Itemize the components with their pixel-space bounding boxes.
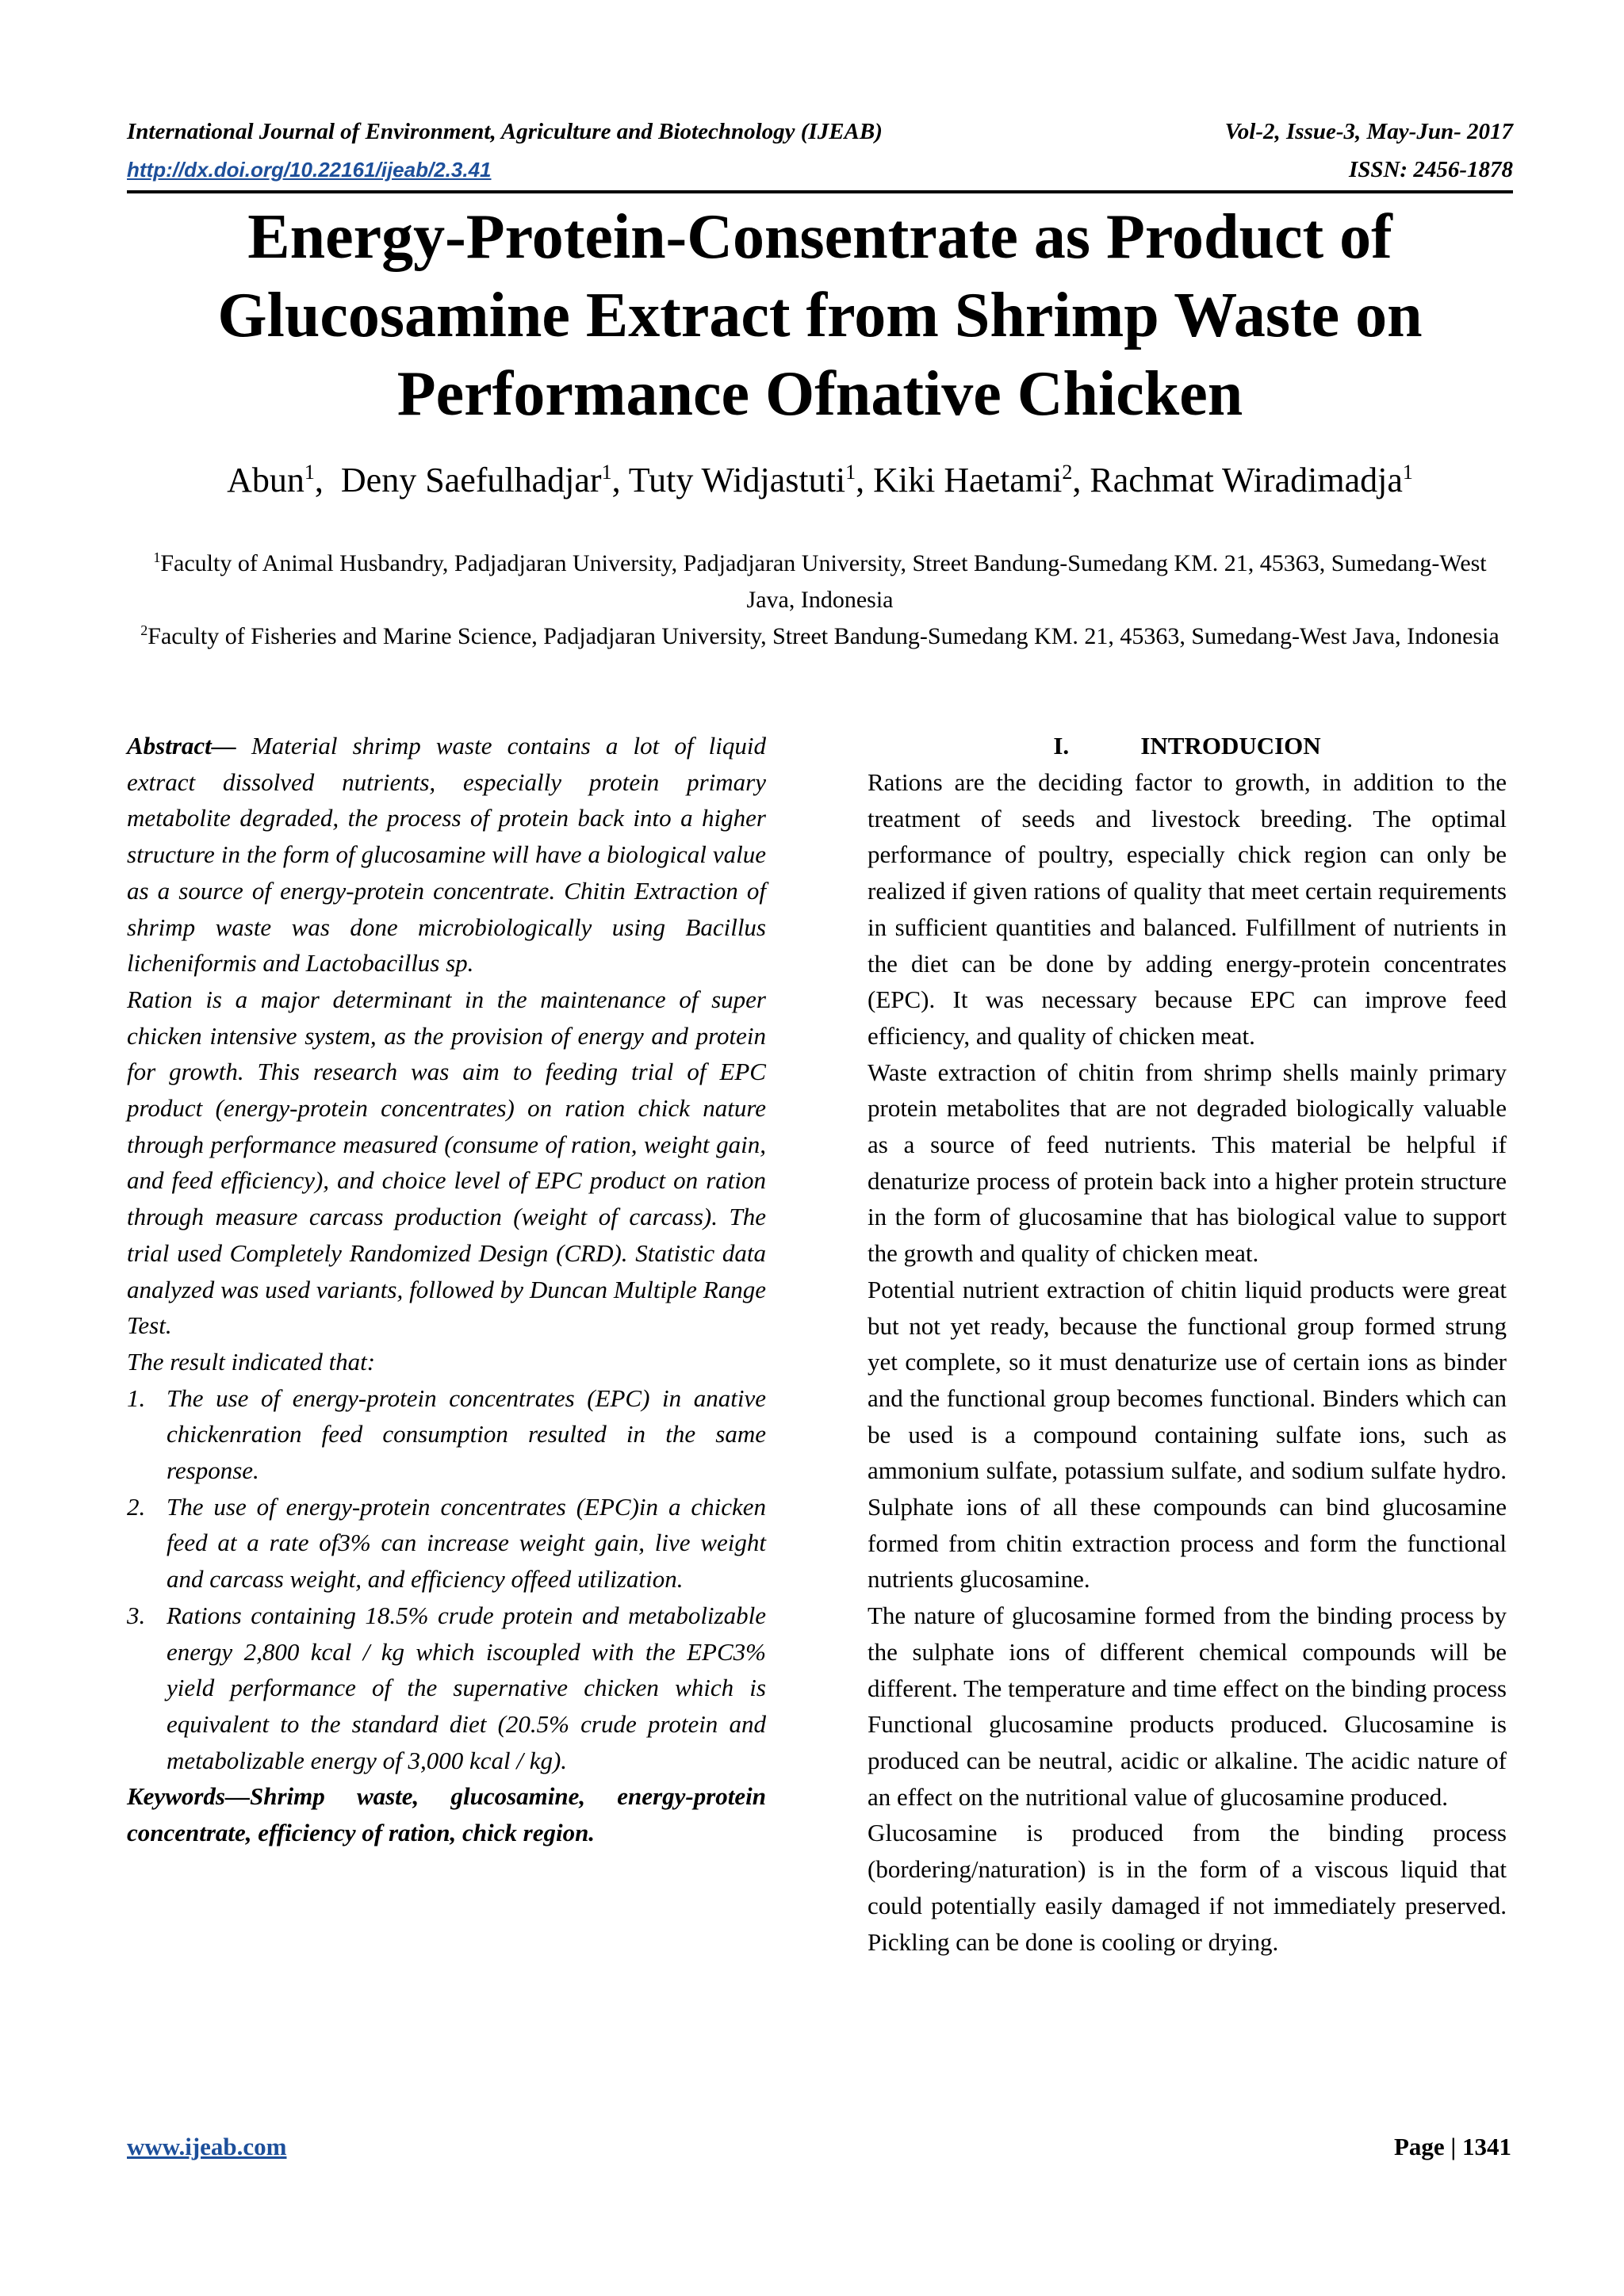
list-number: 3. <box>127 1601 146 1629</box>
affiliation-mark: 2 <box>140 622 148 638</box>
intro-paragraph-2: Waste extraction of chitin from shrimp shells mainly primary protein metabolites that are not degraded biologically valuable as a source of feed nutrients. This material be helpful if denaturize process of protein back into a higher protein structure in the form of glucosamine that has biological value to support the growth and quality of chicken meat. <box>868 1058 1507 1268</box>
website-link[interactable]: www.ijeab.com <box>127 2133 287 2160</box>
author-affiliation-mark: 2 <box>1062 461 1073 484</box>
author-name: Kiki Haetami <box>873 461 1063 499</box>
abstract-label: Abstract— <box>127 732 236 760</box>
list-item <box>127 1598 766 1779</box>
list-item-text: Rations containing 18.5% crude protein and metabolizable energy 2,800 kcal / kg which iscoupled with the EPC3% yield performance of the supernative chicken which is equivalent to the standard diet (20.5% crude protein and metabolizable energy of 3,000 kcal / kg). <box>167 1601 766 1774</box>
list-item <box>127 1489 766 1598</box>
author-name: Abun <box>227 461 304 499</box>
section-number: I. <box>1053 732 1070 760</box>
list-number: 2. <box>127 1492 146 1521</box>
affiliation-mark: 1 <box>153 549 161 565</box>
section-title: INTRODUCION <box>1140 732 1321 760</box>
list-item <box>127 1380 766 1489</box>
author-affiliation-mark: 1 <box>845 461 856 484</box>
header-rule <box>127 190 1513 193</box>
section-heading <box>868 728 1507 764</box>
list-item-text: The use of energy-protein concentrates (EPC) in anative chickenration feed consumption resulted in the same response. <box>167 1383 766 1485</box>
author-affiliation-mark: 1 <box>1402 461 1413 484</box>
author-name: Rachmat Wiradimadja <box>1090 461 1403 499</box>
author-name: Tuty Widjastuti <box>628 461 846 499</box>
intro-paragraph-4: The nature of glucosamine formed from the binding process by the sulphate ions of different chemical compounds will be different. The temperature and time effect on the binding process Functional glucosamine products produced. Glucosamine is produced can be neutral, acidic or alkaline. The acidic nature of an effect on the nutritional value of glucosamine produced. <box>868 1601 1507 1811</box>
page-number: Page | 1341 <box>1393 2133 1511 2160</box>
issn: ISSN: 2456-1878 <box>1348 157 1513 182</box>
volume-issue: Vol-2, Issue-3, May-Jun- 2017 <box>1224 119 1513 144</box>
introduction-column <box>868 728 1507 1960</box>
author-affiliation-mark: 1 <box>601 461 612 484</box>
journal-name: International Journal of Environment, Agriculture and Biotechnology (IJEAB) <box>127 119 883 144</box>
keywords: Keywords—Shrimp waste, glucosamine, energy-protein concentrate, efficiency of ration, chick region. <box>127 1782 766 1847</box>
doi-link[interactable]: http://dx.doi.org/10.22161/ijeab/2.3.41 <box>127 158 492 182</box>
intro-paragraph-1: Rations are the deciding factor to growth, in addition to the treatment of seeds and livestock breeding. The optimal performance of poultry, especially chick region can only be realized if given rations of quality that meet certain requirements in sufficient quantities and balanced. Fulfillment of nutrients in the diet can be done by adding energy-protein concentrates (EPC). It was necessary because EPC can improve feed efficiency, and quality of chicken meat. <box>868 768 1507 1050</box>
results-list <box>127 1380 766 1779</box>
paper-title: Energy-Protein-Consentrate as Product of Glucosamine Extract from Shrimp Waste on Performance Ofnative Chicken <box>217 202 1423 429</box>
abstract-column <box>127 728 766 1851</box>
affiliation-1 <box>127 545 1513 618</box>
affiliation-2 <box>127 618 1513 655</box>
affiliation-text: Faculty of Fisheries and Marine Science, Padjadjaran University, Street Bandung-Sumedang KM. 21, 45363, Sumedang-West Java, Indonesia <box>147 623 1500 649</box>
author-list: Abun$^1$, Deny Saefulhadjar$^1$, Tuty Widjastuti$^1$, Kiki Haetami$^2$, Rachmat Wiradimadja$^1$ <box>227 461 1413 499</box>
abstract-text: Material shrimp waste contains a lot of liquid extract dissolved nutrients, especially protein primary metabolite degraded, the process of protein back into a higher structure in the form of glucosamine will have a biological value as a source of energy-protein concentrate. Chitin Extraction of shrimp waste was done microbiologically using Bacillus licheniformis and Lactobacillus sp. <box>127 732 766 978</box>
author-affiliation-mark: 1 <box>304 461 315 484</box>
abstract-paragraph-3: The result indicated that: <box>127 1347 376 1376</box>
abstract-paragraph-1 <box>127 728 766 982</box>
abstract-paragraph-2: Ration is a major determinant in the maintenance of super chicken intensive system, as the provision of energy and protein for growth. This research was aim to feeding trial of EPC product (energy-protein concentrates) on ration chick nature through performance measured (consume of ration, weight gain, and feed efficiency), and choice level of EPC product on ration through measure carcass production (weight of carcass). The trial used Completely Randomized Design (CRD). Statistic data analyzed was used variants, followed by Duncan Multiple Range Test. <box>127 985 766 1340</box>
intro-paragraph-5: Glucosamine is produced from the binding process (bordering/naturation) is in the form of a viscous liquid that could potentially easily damaged if not immediately preserved. Pickling can be done is cooling or drying. <box>868 1819 1507 1956</box>
list-number: 1. <box>127 1383 146 1412</box>
intro-paragraph-3: Potential nutrient extraction of chitin liquid products were great but not yet ready, because the functional group formed strung yet complete, so it must denaturize use of certain ions as binder and the functional group becomes functional. Binders which can be used is a compound containing sulfate ions, such as ammonium sulfate, potassium sulfate, and sodium sulfate hydro. Sulphate ions of all these compounds can bind glucosamine formed from chitin extraction process and form the functional nutrients glucosamine. <box>868 1275 1507 1594</box>
list-item-text: The use of energy-protein concentrates (EPC)in a chicken feed at a rate of3% can increase weight gain, live weight and carcass weight, and efficiency offeed utilization. <box>167 1492 766 1594</box>
affiliation-text: Faculty of Animal Husbandry, Padjadjaran University, Padjadjaran University, Street Bandung-Sumedang KM. 21, 45363, Sumedang-West Java, Indonesia <box>160 550 1487 613</box>
author-name: Deny Saefulhadjar <box>340 461 602 499</box>
